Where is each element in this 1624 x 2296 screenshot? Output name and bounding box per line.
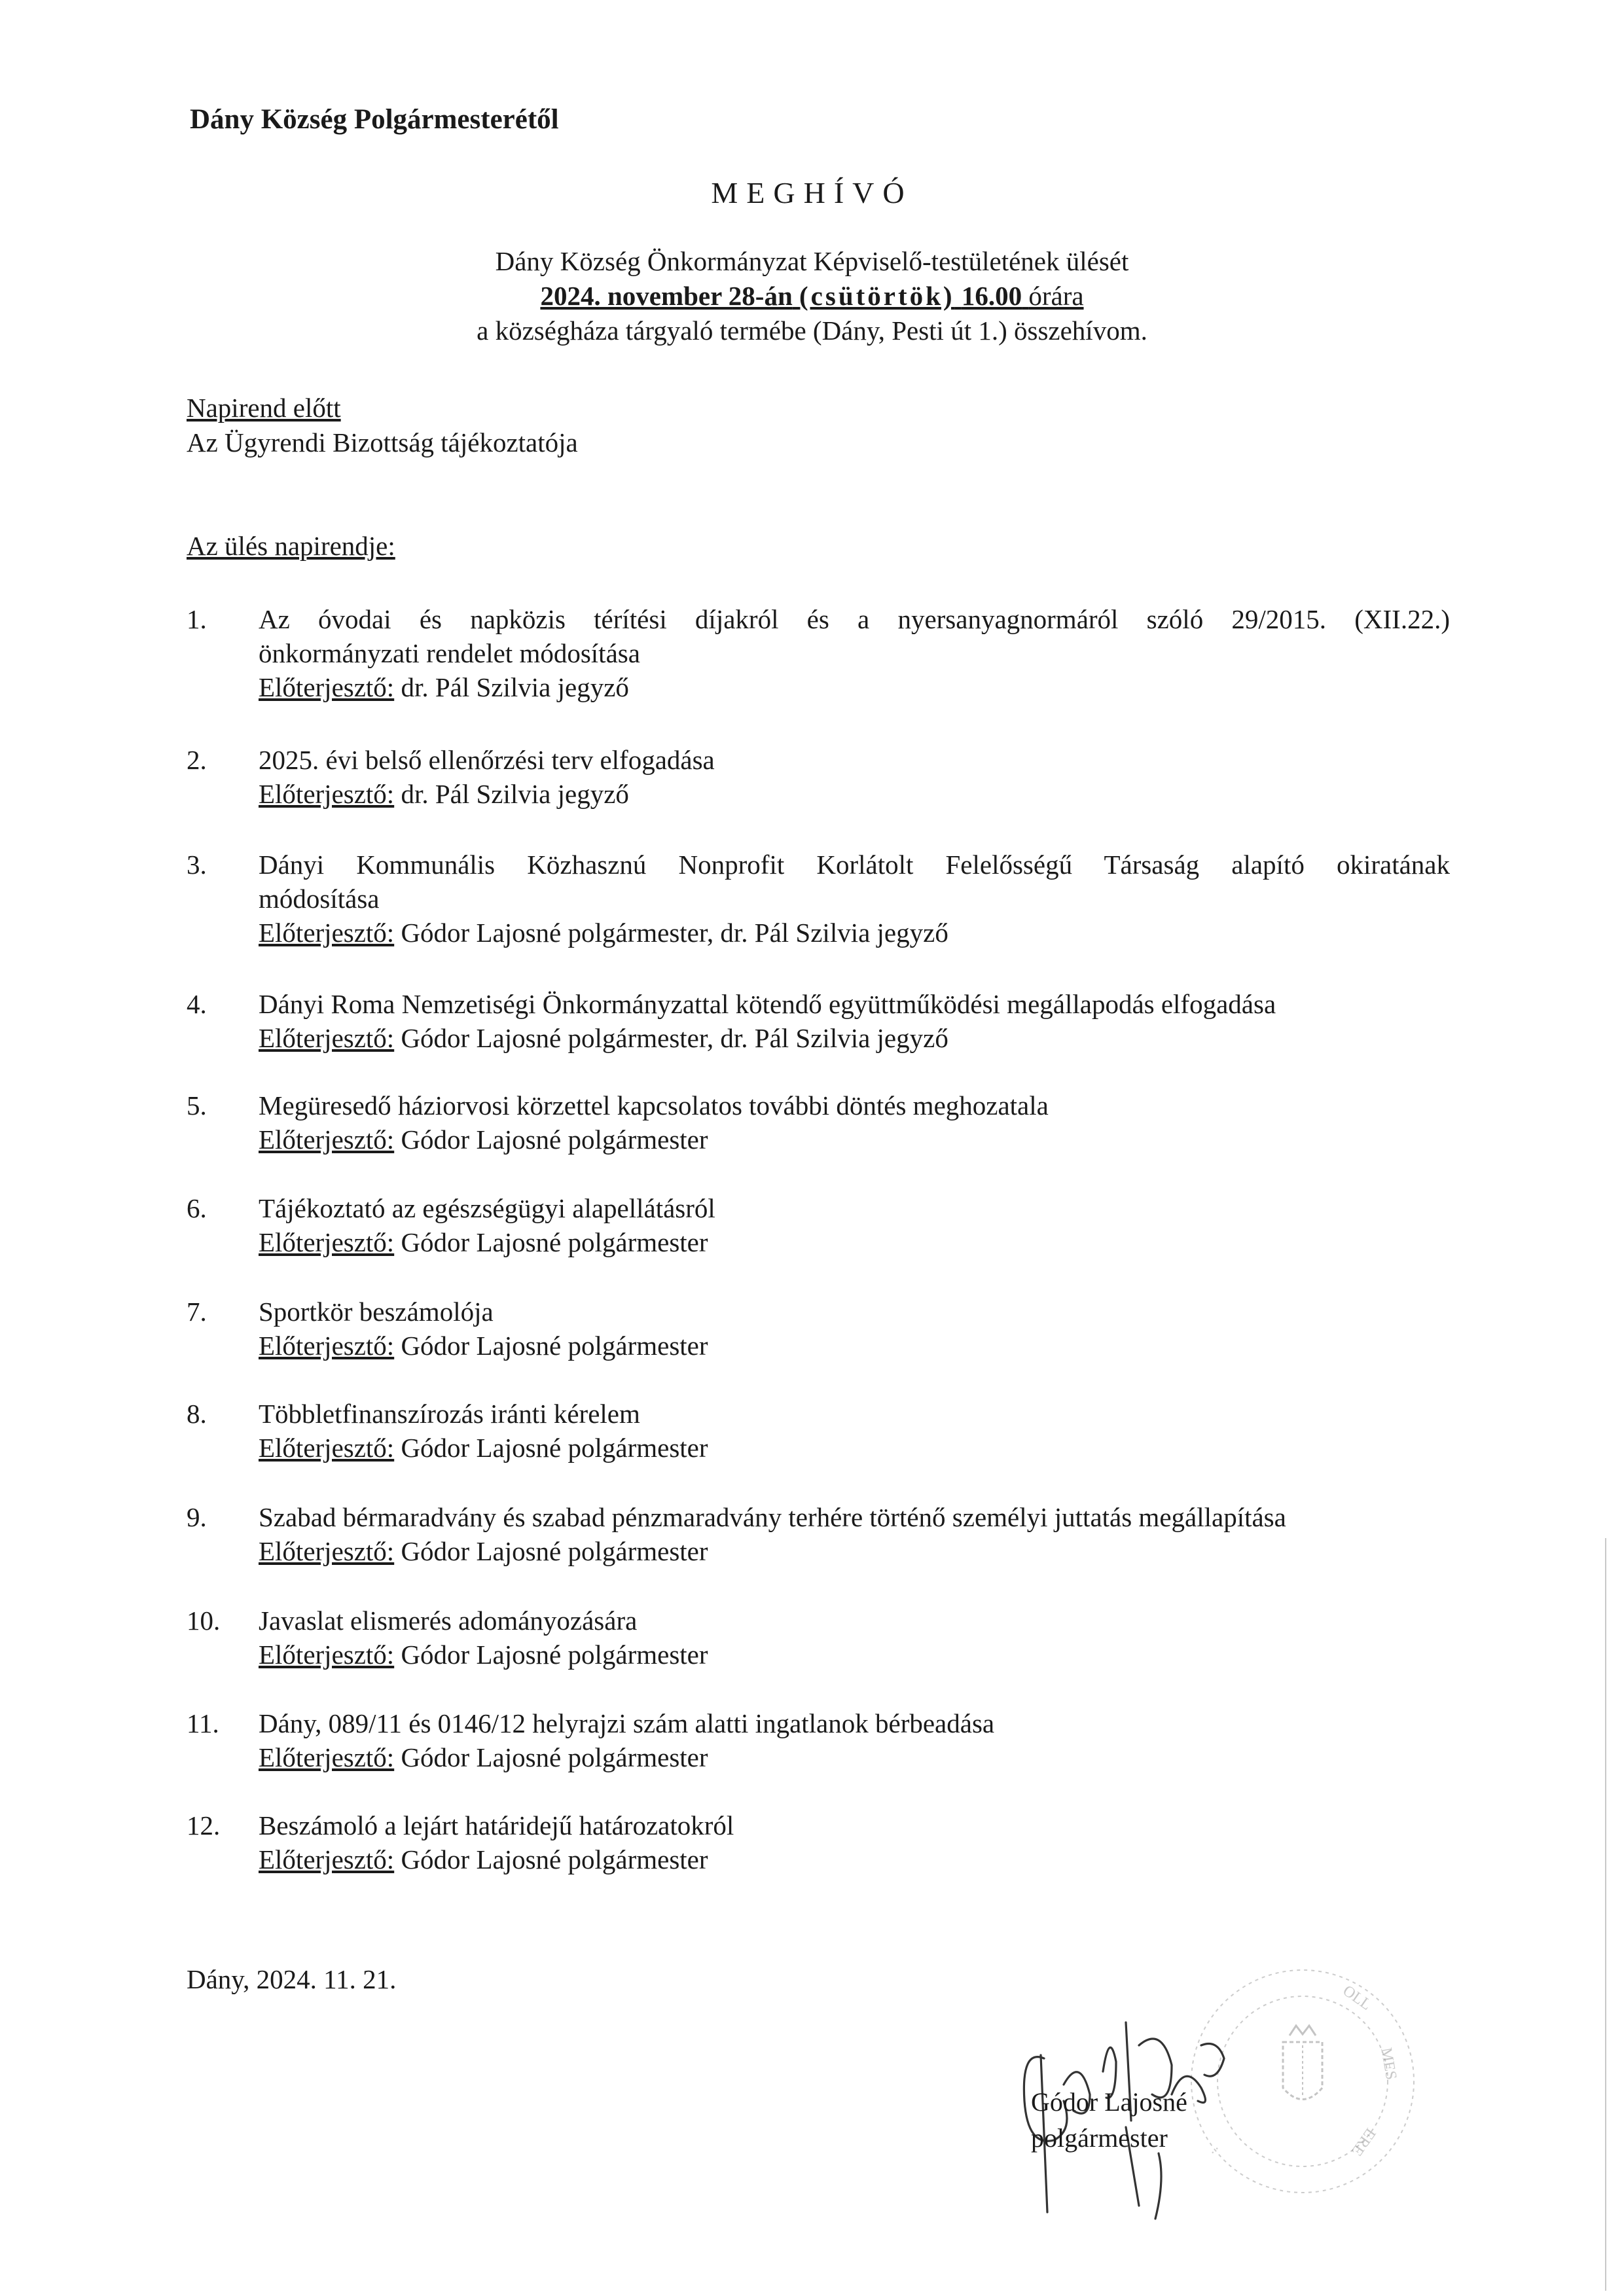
presenter-label: Előterjesztő: xyxy=(259,1844,395,1874)
agenda-item-title: Javaslat elismerés adományozására xyxy=(259,1605,638,1636)
agenda-item-body xyxy=(259,1397,1450,1465)
agenda-item-presenter xyxy=(259,777,1450,811)
presenter-name: Gódor Lajosné polgármester xyxy=(401,1742,708,1772)
agenda-item-body xyxy=(259,743,1450,811)
before-agenda-text: Az Ügyrendi Bizottság tájékoztatója xyxy=(187,427,578,457)
agenda-item-number: 2. xyxy=(187,745,207,775)
agenda-item-number: 11. xyxy=(187,1708,219,1738)
agenda-item-title: 2025. évi belső ellenőrzési terv elfogadása xyxy=(259,745,715,775)
agenda-item-presenter xyxy=(259,1225,1450,1259)
agenda-item xyxy=(187,1500,1450,1568)
presenter-label: Előterjesztő: xyxy=(259,1023,395,1053)
agenda-item xyxy=(187,1191,1450,1259)
agenda-item-title: Sportkör beszámolója xyxy=(259,1297,494,1327)
agenda-item-body xyxy=(259,1808,1450,1876)
presenter-label: Előterjesztő: xyxy=(259,1742,395,1772)
agenda-item xyxy=(187,1808,1450,1876)
agenda-item-presenter xyxy=(259,1638,1450,1672)
agenda-item-presenter xyxy=(259,1534,1450,1568)
agenda-item-number: 7. xyxy=(187,1297,207,1327)
agenda-item-title: Beszámoló a lejárt határidejű határozatokról xyxy=(259,1810,734,1840)
presenter-label: Előterjesztő: xyxy=(259,779,395,809)
presenter-name: Gódor Lajosné polgármester xyxy=(401,1640,708,1670)
presenter-label: Előterjesztő: xyxy=(259,1433,395,1463)
presenter-name: Gódor Lajosné polgármester xyxy=(401,1844,708,1874)
agenda-item-title: Az óvodai és napközis térítési díjakról és a nyersanyagnormáról szóló 29/2015. (XII.22.) xyxy=(259,604,1450,634)
presenter-name: Gódor Lajosné polgármester, dr. Pál Szilvia jegyző xyxy=(401,918,948,948)
presenter-name: Gódor Lajosné polgármester xyxy=(401,1124,708,1155)
agenda-item xyxy=(187,1397,1450,1465)
agenda-item-number: 6. xyxy=(187,1193,207,1223)
svg-text:ERE: ERE xyxy=(1348,2125,1379,2159)
agenda-item xyxy=(187,987,1450,1055)
agenda-item-title-cont: önkormányzati rendelet módosítása xyxy=(259,638,640,668)
meeting-day: (csütörtök) xyxy=(799,281,955,311)
presenter-label: Előterjesztő: xyxy=(259,1640,395,1670)
agenda-item-number: 10. xyxy=(187,1605,221,1636)
meeting-time: 16.00 xyxy=(961,281,1022,311)
meeting-date: 2024. november 28-án xyxy=(540,281,793,311)
agenda-item-title: Megüresedő háziorvosi körzettel kapcsolatos további döntés meghozatala xyxy=(259,1090,1049,1121)
agenda-item xyxy=(187,848,1450,950)
agenda-item-number: 8. xyxy=(187,1399,207,1429)
agenda-item-presenter xyxy=(259,1021,1450,1055)
agenda-item-body xyxy=(259,602,1450,704)
intro-line-1: Dány Község Önkormányzat Képviselő-testületének ülését xyxy=(495,246,1129,276)
svg-text:MES: MES xyxy=(1377,2046,1400,2081)
presenter-name: dr. Pál Szilvia jegyző xyxy=(401,779,629,809)
presenter-name: Gódor Lajosné polgármester xyxy=(401,1536,708,1566)
agenda-item-number: 12. xyxy=(187,1810,221,1840)
invitation-intro xyxy=(0,244,1624,348)
agenda-heading: Az ülés napirendje: xyxy=(187,531,395,561)
agenda-item-number: 3. xyxy=(187,850,207,880)
signatory-role: polgármester xyxy=(1031,2123,1168,2153)
agenda-item-number: 5. xyxy=(187,1090,207,1121)
agenda-item-number: 4. xyxy=(187,989,207,1019)
agenda-item-presenter xyxy=(259,670,1450,704)
intro-line-2 xyxy=(0,279,1624,314)
agenda-item-presenter xyxy=(259,916,1450,950)
svg-text:.·: .· xyxy=(1211,2140,1219,2157)
agenda-item xyxy=(187,743,1450,811)
agenda-item-body xyxy=(259,1191,1450,1259)
agenda-item-body xyxy=(259,1295,1450,1363)
agenda-item-presenter xyxy=(259,1329,1450,1363)
presenter-name: dr. Pál Szilvia jegyző xyxy=(401,672,629,702)
signature-area xyxy=(975,1931,1400,2225)
signatory-block xyxy=(1031,2084,1187,2156)
agenda-item-presenter xyxy=(259,1122,1450,1157)
agenda-item xyxy=(187,1088,1450,1157)
agenda-item-title-cont: módosítása xyxy=(259,884,380,914)
sender-heading: Dány Község Polgármesterétől xyxy=(190,104,559,135)
presenter-name: Gódor Lajosné polgármester xyxy=(401,1433,708,1463)
agenda-item-title: Dányi Kommunális Közhasznú Nonprofit Korlátolt Felelősségű Társaság alapító okiratának xyxy=(259,850,1450,880)
before-agenda-section xyxy=(187,391,578,460)
agenda-item-title: Dányi Roma Nemzetiségi Önkormányzattal kötendő együttműködési megállapodás elfogadása xyxy=(259,989,1276,1019)
agenda-item-title: Tájékoztató az egészségügyi alapellátásról xyxy=(259,1193,715,1223)
official-stamp xyxy=(975,1931,1400,2225)
presenter-label: Előterjesztő: xyxy=(259,1124,395,1155)
agenda-item-title: Szabad bérmaradvány és szabad pénzmaradvány terhére történő személyi juttatás megállapítása xyxy=(259,1502,1286,1532)
agenda-item-presenter xyxy=(259,1740,1450,1774)
meeting-time-suffix: órára xyxy=(1028,281,1084,311)
signatory-name: Gódor Lajosné xyxy=(1031,2087,1187,2117)
svg-text:OLL: OLL xyxy=(1339,1982,1375,2014)
agenda-item-presenter xyxy=(259,1431,1450,1465)
presenter-name: Gódor Lajosné polgármester xyxy=(401,1331,708,1361)
agenda-item-body xyxy=(259,987,1450,1055)
place-and-date: Dány, 2024. 11. 21. xyxy=(187,1964,397,1994)
presenter-label: Előterjesztő: xyxy=(259,672,395,702)
presenter-label: Előterjesztő: xyxy=(259,1536,395,1566)
agenda-item-body xyxy=(259,1706,1450,1774)
agenda-item-body xyxy=(259,1500,1450,1568)
presenter-label: Előterjesztő: xyxy=(259,1331,395,1361)
agenda-item-body xyxy=(259,1604,1450,1672)
agenda-item-body xyxy=(259,1088,1450,1157)
agenda-item xyxy=(187,1706,1450,1774)
intro-line-3: a községháza tárgyaló termébe (Dány, Pesti út 1.) összehívom. xyxy=(477,315,1147,346)
agenda-item-title: Többletfinanszírozás iránti kérelem xyxy=(259,1399,640,1429)
scan-edge-line xyxy=(1605,1538,1606,2291)
agenda-item-number: 1. xyxy=(187,604,207,634)
agenda-item xyxy=(187,1295,1450,1363)
agenda-item-title: Dány, 089/11 és 0146/12 helyrajzi szám alatti ingatlanok bérbeadása xyxy=(259,1708,995,1738)
document-title: MEGHÍVÓ xyxy=(711,176,913,209)
agenda-item xyxy=(187,602,1450,704)
presenter-name: Gódor Lajosné polgármester, dr. Pál Szilvia jegyző xyxy=(401,1023,948,1053)
presenter-label: Előterjesztő: xyxy=(259,1227,395,1257)
presenter-label: Előterjesztő: xyxy=(259,918,395,948)
agenda-item-presenter xyxy=(259,1842,1450,1876)
agenda-item xyxy=(187,1604,1450,1672)
presenter-name: Gódor Lajosné polgármester xyxy=(401,1227,708,1257)
agenda-item-number: 9. xyxy=(187,1502,207,1532)
before-agenda-heading: Napirend előtt xyxy=(187,393,341,423)
agenda-item-body xyxy=(259,848,1450,950)
